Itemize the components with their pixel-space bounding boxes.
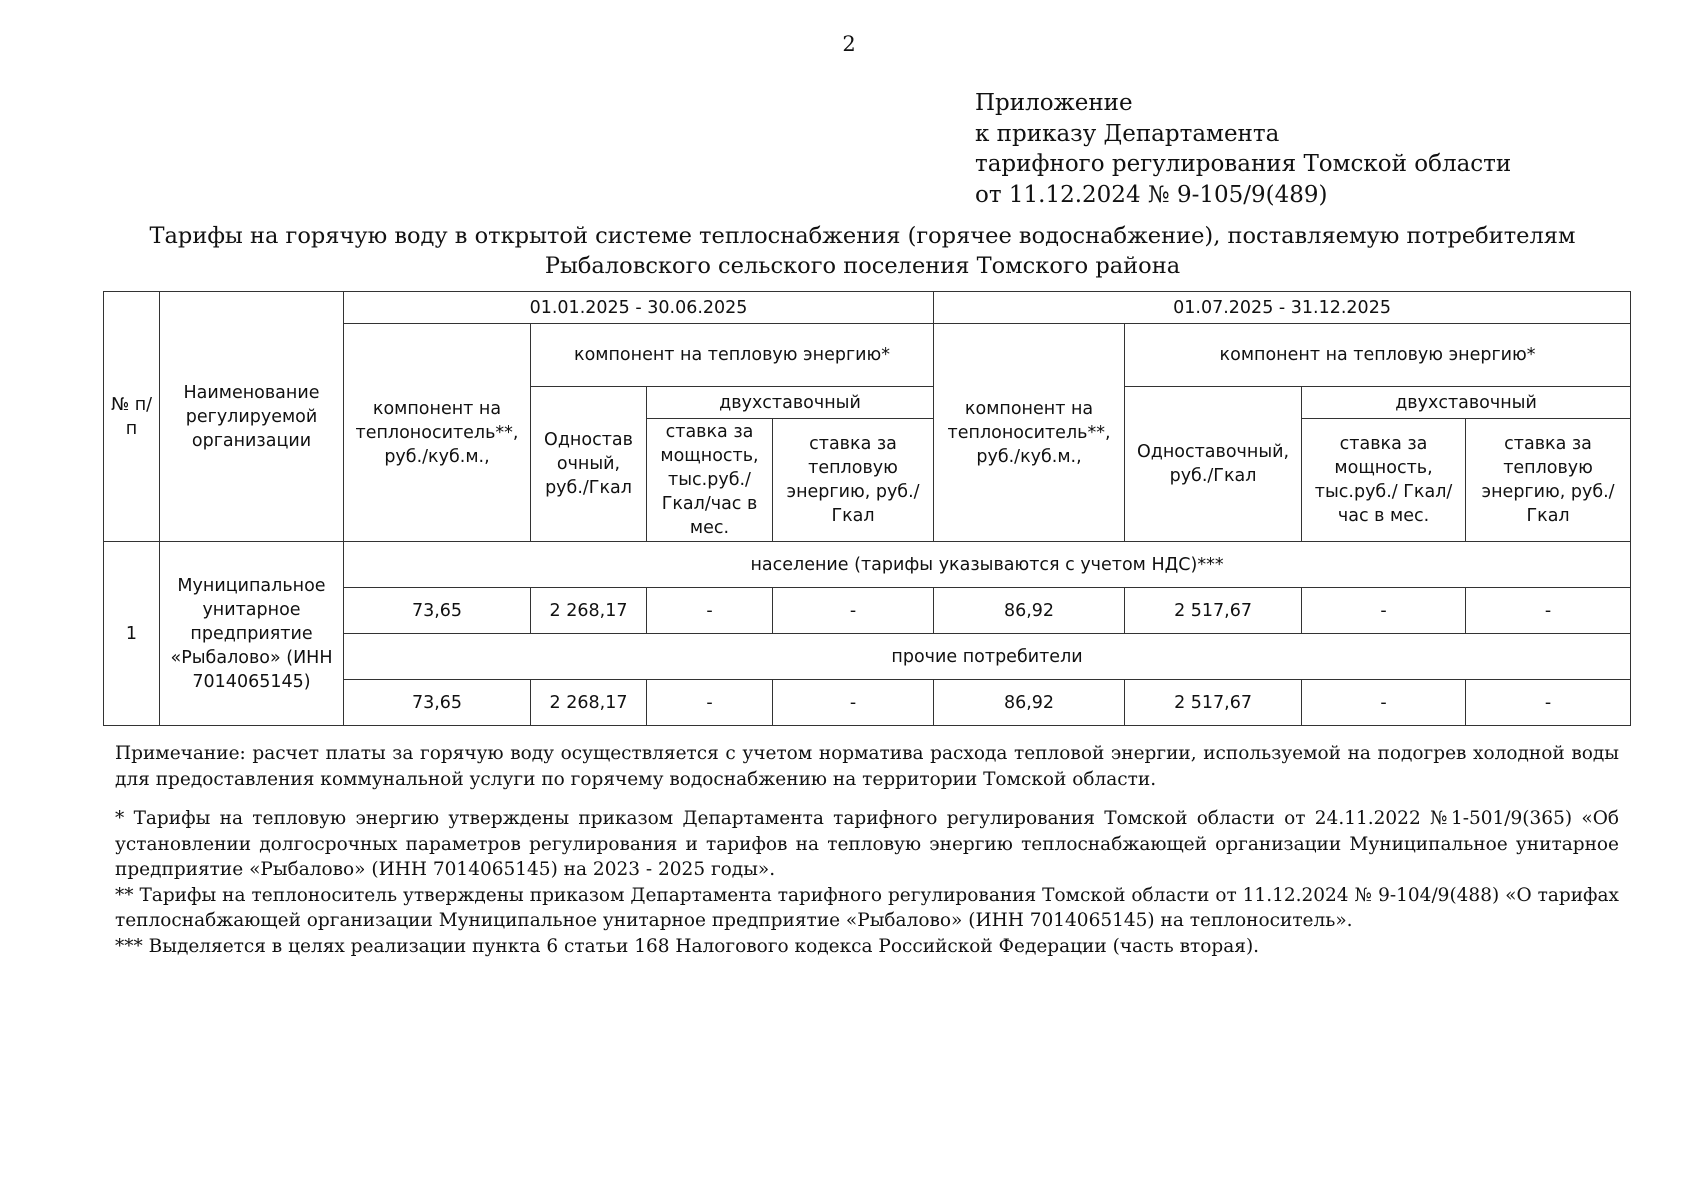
- table-cell: 2 517,67: [1125, 588, 1302, 634]
- footnote: * Тарифы на тепловую энергию утверждены приказом Департамента тарифного регулирования Томской области от 24.11.2022 №1-501/9(365) «Об установлении долгосрочных параметров регулирования и тарифов на тепловую энергию теплоснабжающей организации Муниципальное унитарное предприятие «Рыбалово» (ИНН 7014065145) на 2023 - 2025 годы».: [115, 808, 1619, 880]
- group-label: прочие потребители: [344, 634, 1631, 680]
- document-title: Тарифы на горячую воду в открытой системе теплоснабжения (горячее водоснабжение), поставляемую потребителям Рыбаловского сельского поселения Томского района: [149, 223, 1576, 279]
- header-energy-rate-p1: ставка за тепловую энергию, руб./Гкал: [773, 419, 934, 542]
- table-cell: -: [1466, 680, 1631, 726]
- header-period-2: 01.07.2025 - 31.12.2025: [934, 292, 1631, 324]
- appendix-line: от 11.12.2024 № 9-105/9(489): [975, 181, 1328, 208]
- table-cell: 2 268,17: [531, 588, 647, 634]
- table-cell: 86,92: [934, 588, 1125, 634]
- table-cell: -: [773, 588, 934, 634]
- table-cell: -: [1302, 680, 1466, 726]
- table-cell: -: [647, 680, 773, 726]
- appendix-block: [975, 88, 1511, 210]
- footnote: *** Выделяется в целях реализации пункта 6 статьи 168 Налогового кодекса Российской Федерации (часть вторая).: [115, 935, 1260, 957]
- row-organization: Муниципальное унитарное предприятие «Рыбалово» (ИНН 7014065145): [160, 542, 344, 726]
- header-two-rate-p2: двухставочный: [1302, 387, 1631, 419]
- table-cell: 86,92: [934, 680, 1125, 726]
- appendix-line: Приложение: [975, 90, 1133, 116]
- header-single-rate-p2: Одноставочный, руб./Гкал: [1125, 387, 1302, 542]
- header-energy-p2: компонент на тепловую энергию*: [1125, 324, 1631, 387]
- header-single-rate-p1: Одностав очный, руб./Гкал: [531, 387, 647, 542]
- table-cell: -: [1466, 588, 1631, 634]
- footnote: ** Тарифы на теплоноситель утверждены приказом Департамента тарифного регулирования Томской области от 11.12.2024 № 9-104/9(488) «О тарифах теплоснабжающей организации Муниципальное унитарное предприятие «Рыбалово» (ИНН 7014065145) на теплоноситель».: [115, 884, 1619, 931]
- table-cell: -: [773, 680, 934, 726]
- table-cell: 73,65: [344, 680, 531, 726]
- header-two-rate-p1: двухставочный: [647, 387, 934, 419]
- header-energy-p1: компонент на тепловую энергию*: [531, 324, 934, 387]
- header-carrier-p2: компонент на теплоноситель**, руб./куб.м.,: [934, 324, 1125, 542]
- table-cell: -: [1302, 588, 1466, 634]
- appendix-line: тарифного регулирования Томской области: [975, 151, 1512, 177]
- note-paragraph: Примечание: расчет платы за горячую воду осуществляется с учетом норматива расхода тепловой энергии, используемой на подогрев холодной воды для предоставления коммунальной услуги по горячему водоснабжению на территории Томской области.: [115, 743, 1619, 790]
- header-carrier-p1: компонент на теплоноситель**, руб./куб.м.,: [344, 324, 531, 542]
- header-capacity-rate-p2: ставка за мощность, тыс.руб./ Гкал/час в мес.: [1302, 419, 1466, 542]
- header-energy-rate-p2: ставка за тепловую энергию, руб./Гкал: [1466, 419, 1631, 542]
- header-period-1: 01.01.2025 - 30.06.2025: [344, 292, 934, 324]
- table-cell: 2 268,17: [531, 680, 647, 726]
- tariff-table: [103, 291, 1631, 726]
- header-capacity-rate-p1: ставка за мощность, тыс.руб./ Гкал/час в мес.: [647, 419, 773, 542]
- group-label: население (тарифы указываются с учетом НДС)***: [344, 542, 1631, 588]
- header-num: № п/п: [104, 292, 160, 542]
- table-cell: 2 517,67: [1125, 680, 1302, 726]
- appendix-line: к приказу Департамента: [975, 120, 1280, 147]
- header-organization: Наименование регулируемой организации: [160, 292, 344, 542]
- row-num: 1: [104, 542, 160, 726]
- table-cell: 73,65: [344, 588, 531, 634]
- footnotes: [115, 806, 1619, 959]
- table-cell: -: [647, 588, 773, 634]
- page-number: 2: [842, 32, 856, 56]
